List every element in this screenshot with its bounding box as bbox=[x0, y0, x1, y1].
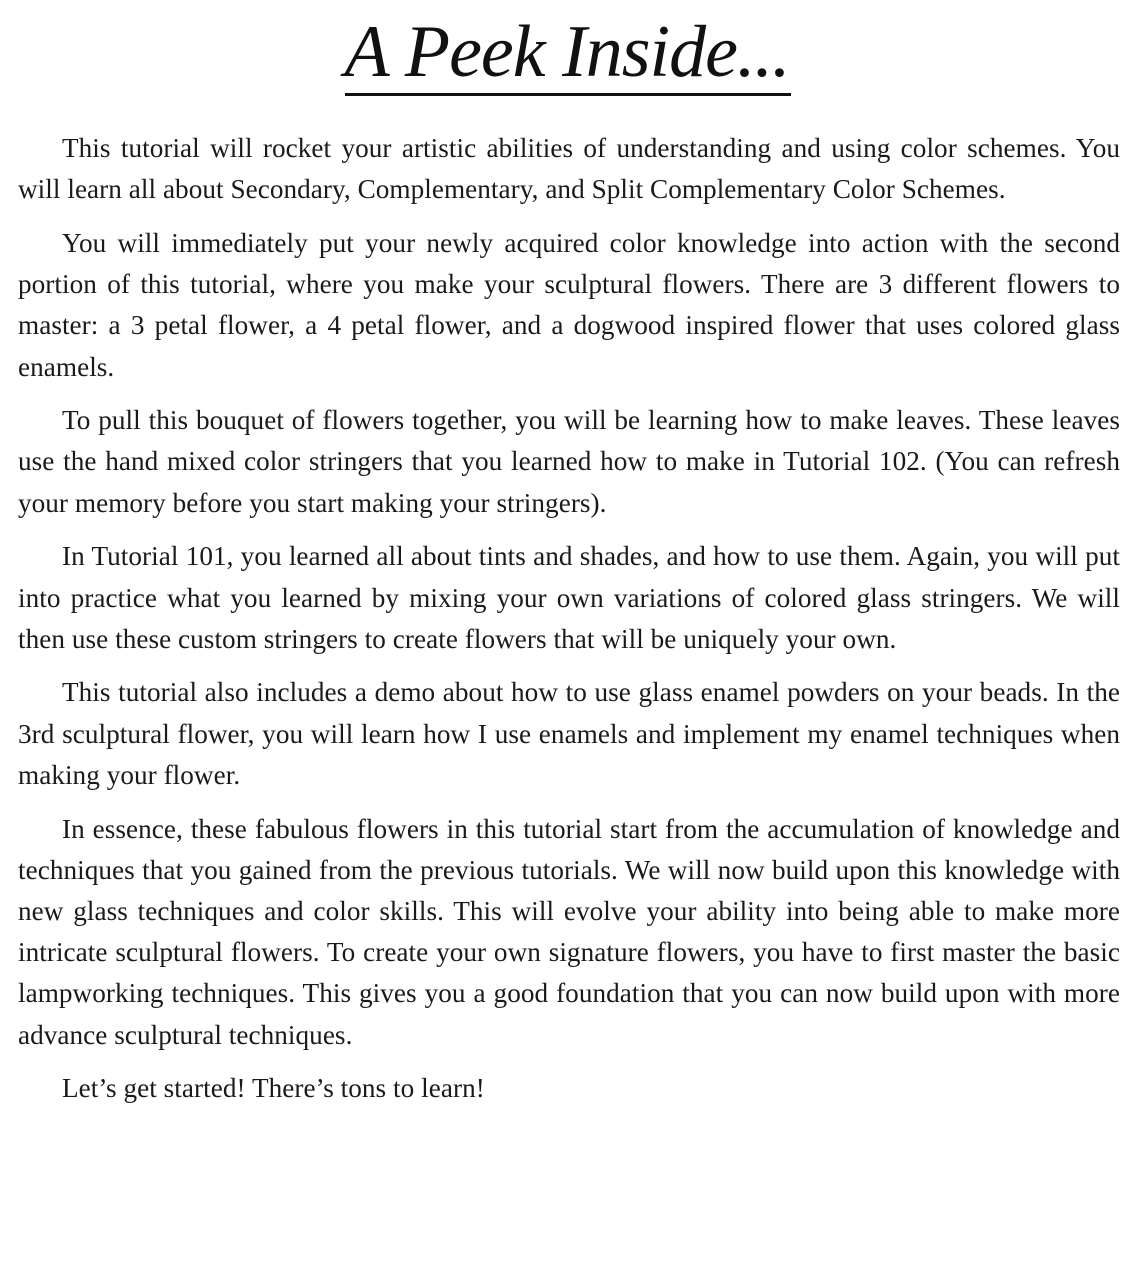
paragraph-enamels: This tutorial also includes a demo about how to use glass enamel powders on your beads. In the 3rd sculptural flower, you will learn how I use enamels and implement my enamel techniques when making your flower. bbox=[18, 677, 1120, 790]
paragraph-tints-shades: In Tutorial 101, you learned all about tints and shades, and how to use them. Again, you will put into practice what you learned by mixing your own variations of colored glass stringers. We will then use these custom stringers to create flowers that will be uniquely your own. bbox=[18, 541, 1120, 654]
paragraph-essence: In essence, these fabulous flowers in this tutorial start from the accumulation of knowledge and techniques that you gained from the previous tutorials. We will now build upon this knowledge with new glass techniques and color skills. This will evolve your ability into being able to make more intricate sculptural flowers. To create your own signature flowers, you have to first master the basic lampworking techniques. This gives you a good foundation that you can now build upon with more advance sculptural techniques. bbox=[18, 813, 1120, 1050]
body-text bbox=[18, 128, 1120, 1122]
page-title bbox=[0, 8, 1140, 96]
paragraph-closing: Let’s get started! There’s tons to learn! bbox=[62, 1073, 485, 1104]
paragraph-flowers: You will immediately put your newly acquired color knowledge into action with the second portion of this tutorial, where you make your sculptural flowers. There are 3 different flowers to master: a 3 petal flower, a 4 petal flower, and a dogwood inspired flower that uses colored glass enamels. bbox=[18, 227, 1120, 382]
paragraph-leaves: To pull this bouquet of flowers together, you will be learning how to make leaves. These leaves use the hand mixed color stringers that you learned how to make in Tutorial 102. (You can refresh your memory before you start making your stringers). bbox=[18, 405, 1120, 518]
paragraph-intro: This tutorial will rocket your artistic abilities of understanding and using color schemes. You will learn all about Secondary, Complementary, and Split Complementary Color Schemes. bbox=[18, 133, 1120, 205]
page-title-text: A Peek Inside... bbox=[345, 11, 792, 96]
